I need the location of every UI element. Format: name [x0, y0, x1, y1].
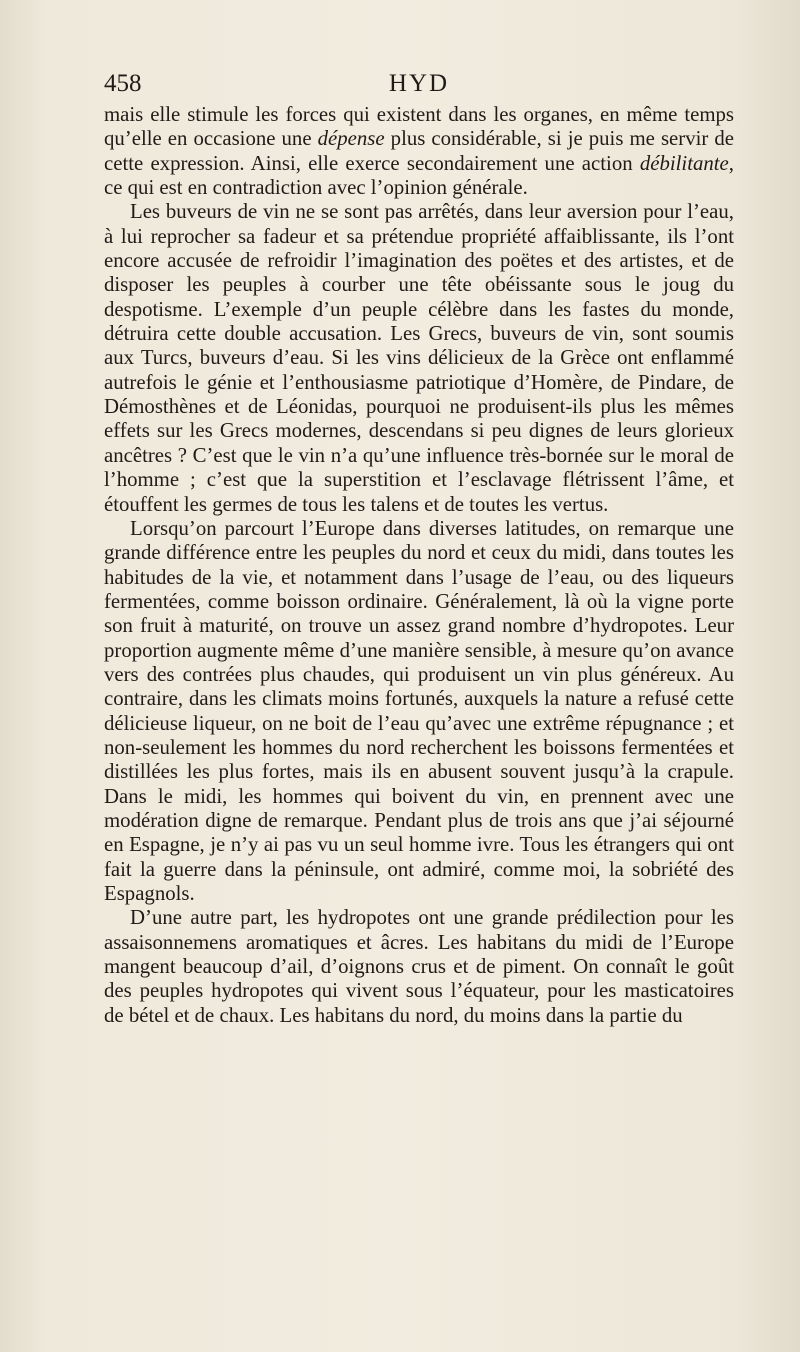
paragraph — [104, 200, 734, 516]
text-run: Lorsqu’on parcourt l’Europe dans diverses latitudes, on remarque une grande différence entre les peuples du nord et ceux du midi, dans toutes les habitudes de la vie, et notamment dans l’usage de l’eau, ou des liqueurs fermentées, comme boisson ordinaire. Généralement, là où la vigne porte son fruit à maturité, on trouve un assez grand nombre d’hydropotes. Leur proportion augmente même d’une manière sensible, à mesure qu’on avance vers des contrées plus chaudes, qui produisent un vin plus généreux. Au contraire, dans les climats moins fortunés, auxquels la nature a refusé cette délicieuse liqueur, on ne boit de l’eau qu’avec une extrême répugnance ; et non-seulement les hommes du nord recherchent les boissons fermentées et distillées les plus fortes, mais ils en abusent souvent jusqu’à la crapule. Dans le midi, les hommes qui boivent du vin, en prennent avec une modération digne de remarque. Pendant plus de trois ans que j’ai séjourné en Espagne, je n’y ai pas vu un seul homme ivre. Tous les étrangers qui ont fait la guerre dans la péninsule, ont admiré, comme moi, la sobriété des Espagnols. — [104, 516, 734, 905]
italic-text: débilitante — [639, 151, 729, 175]
body-text — [104, 103, 734, 1028]
text-run: plus considérable, si je puis me servir de cette expression. Ainsi, elle exerce secondairement une action — [104, 127, 734, 175]
text-run: Les buveurs de vin ne se sont pas arrêtés, dans leur aversion pour l’eau, à lui reprocher sa fadeur et sa prétendue propriété affaiblissante, ils l’ont encore accusée de refroidir l’imagination des poëtes et des artistes, et de disposer les peuples à courber une tête obéissante sous le joug du despotisme. L’exemple d’un peuple célèbre dans les fastes du monde, détruira cette double accusation. Les Grecs, buveurs de vin, sont soumis aux Turcs, buveurs d’eau. Si les vins délicieux de la Grèce ont enflammé autrefois le génie et l’enthousiasme patriotique d’Homère, de Pindare, de Démosthènes et de Léonidas, pourquoi ne produisent-ils plus les mêmes effets sur les Grecs modernes, descendans si peu dignes de leurs glorieux ancêtres ? C’est que le vin n’a qu’une influence très-bornée sur le moral de l’homme ; c’est que la superstition et l’esclavage flétrissent l’âme, et étouffent les germes de tous les talens et de toutes les vertus. — [104, 200, 734, 516]
text-run: , ce qui est en contradiction avec l’opinion générale. — [104, 151, 734, 200]
running-head: HYD — [388, 70, 450, 97]
italic-text: dépense — [317, 127, 385, 151]
paragraph — [104, 103, 734, 200]
paragraph — [104, 517, 734, 907]
paragraph — [104, 906, 734, 1028]
page-header — [104, 70, 734, 104]
text-run: mais elle stimule les forces qui existent dans les organes, en même temps qu’elle en occasione une — [104, 103, 734, 151]
page-number: 458 — [104, 70, 142, 97]
text-run: D’une autre part, les hydropotes ont une grande prédilection pour les assaisonnemens aromatiques et âcres. Les habitans du midi de l’Europe mangent beaucoup d’ail, d’oignons crus et de piment. On connaît le goût des peuples hydropotes qui vivent sous l’équateur, pour les masticatoires de bétel et de chaux. Les habitans du nord, du moins dans la partie du — [104, 906, 734, 1027]
